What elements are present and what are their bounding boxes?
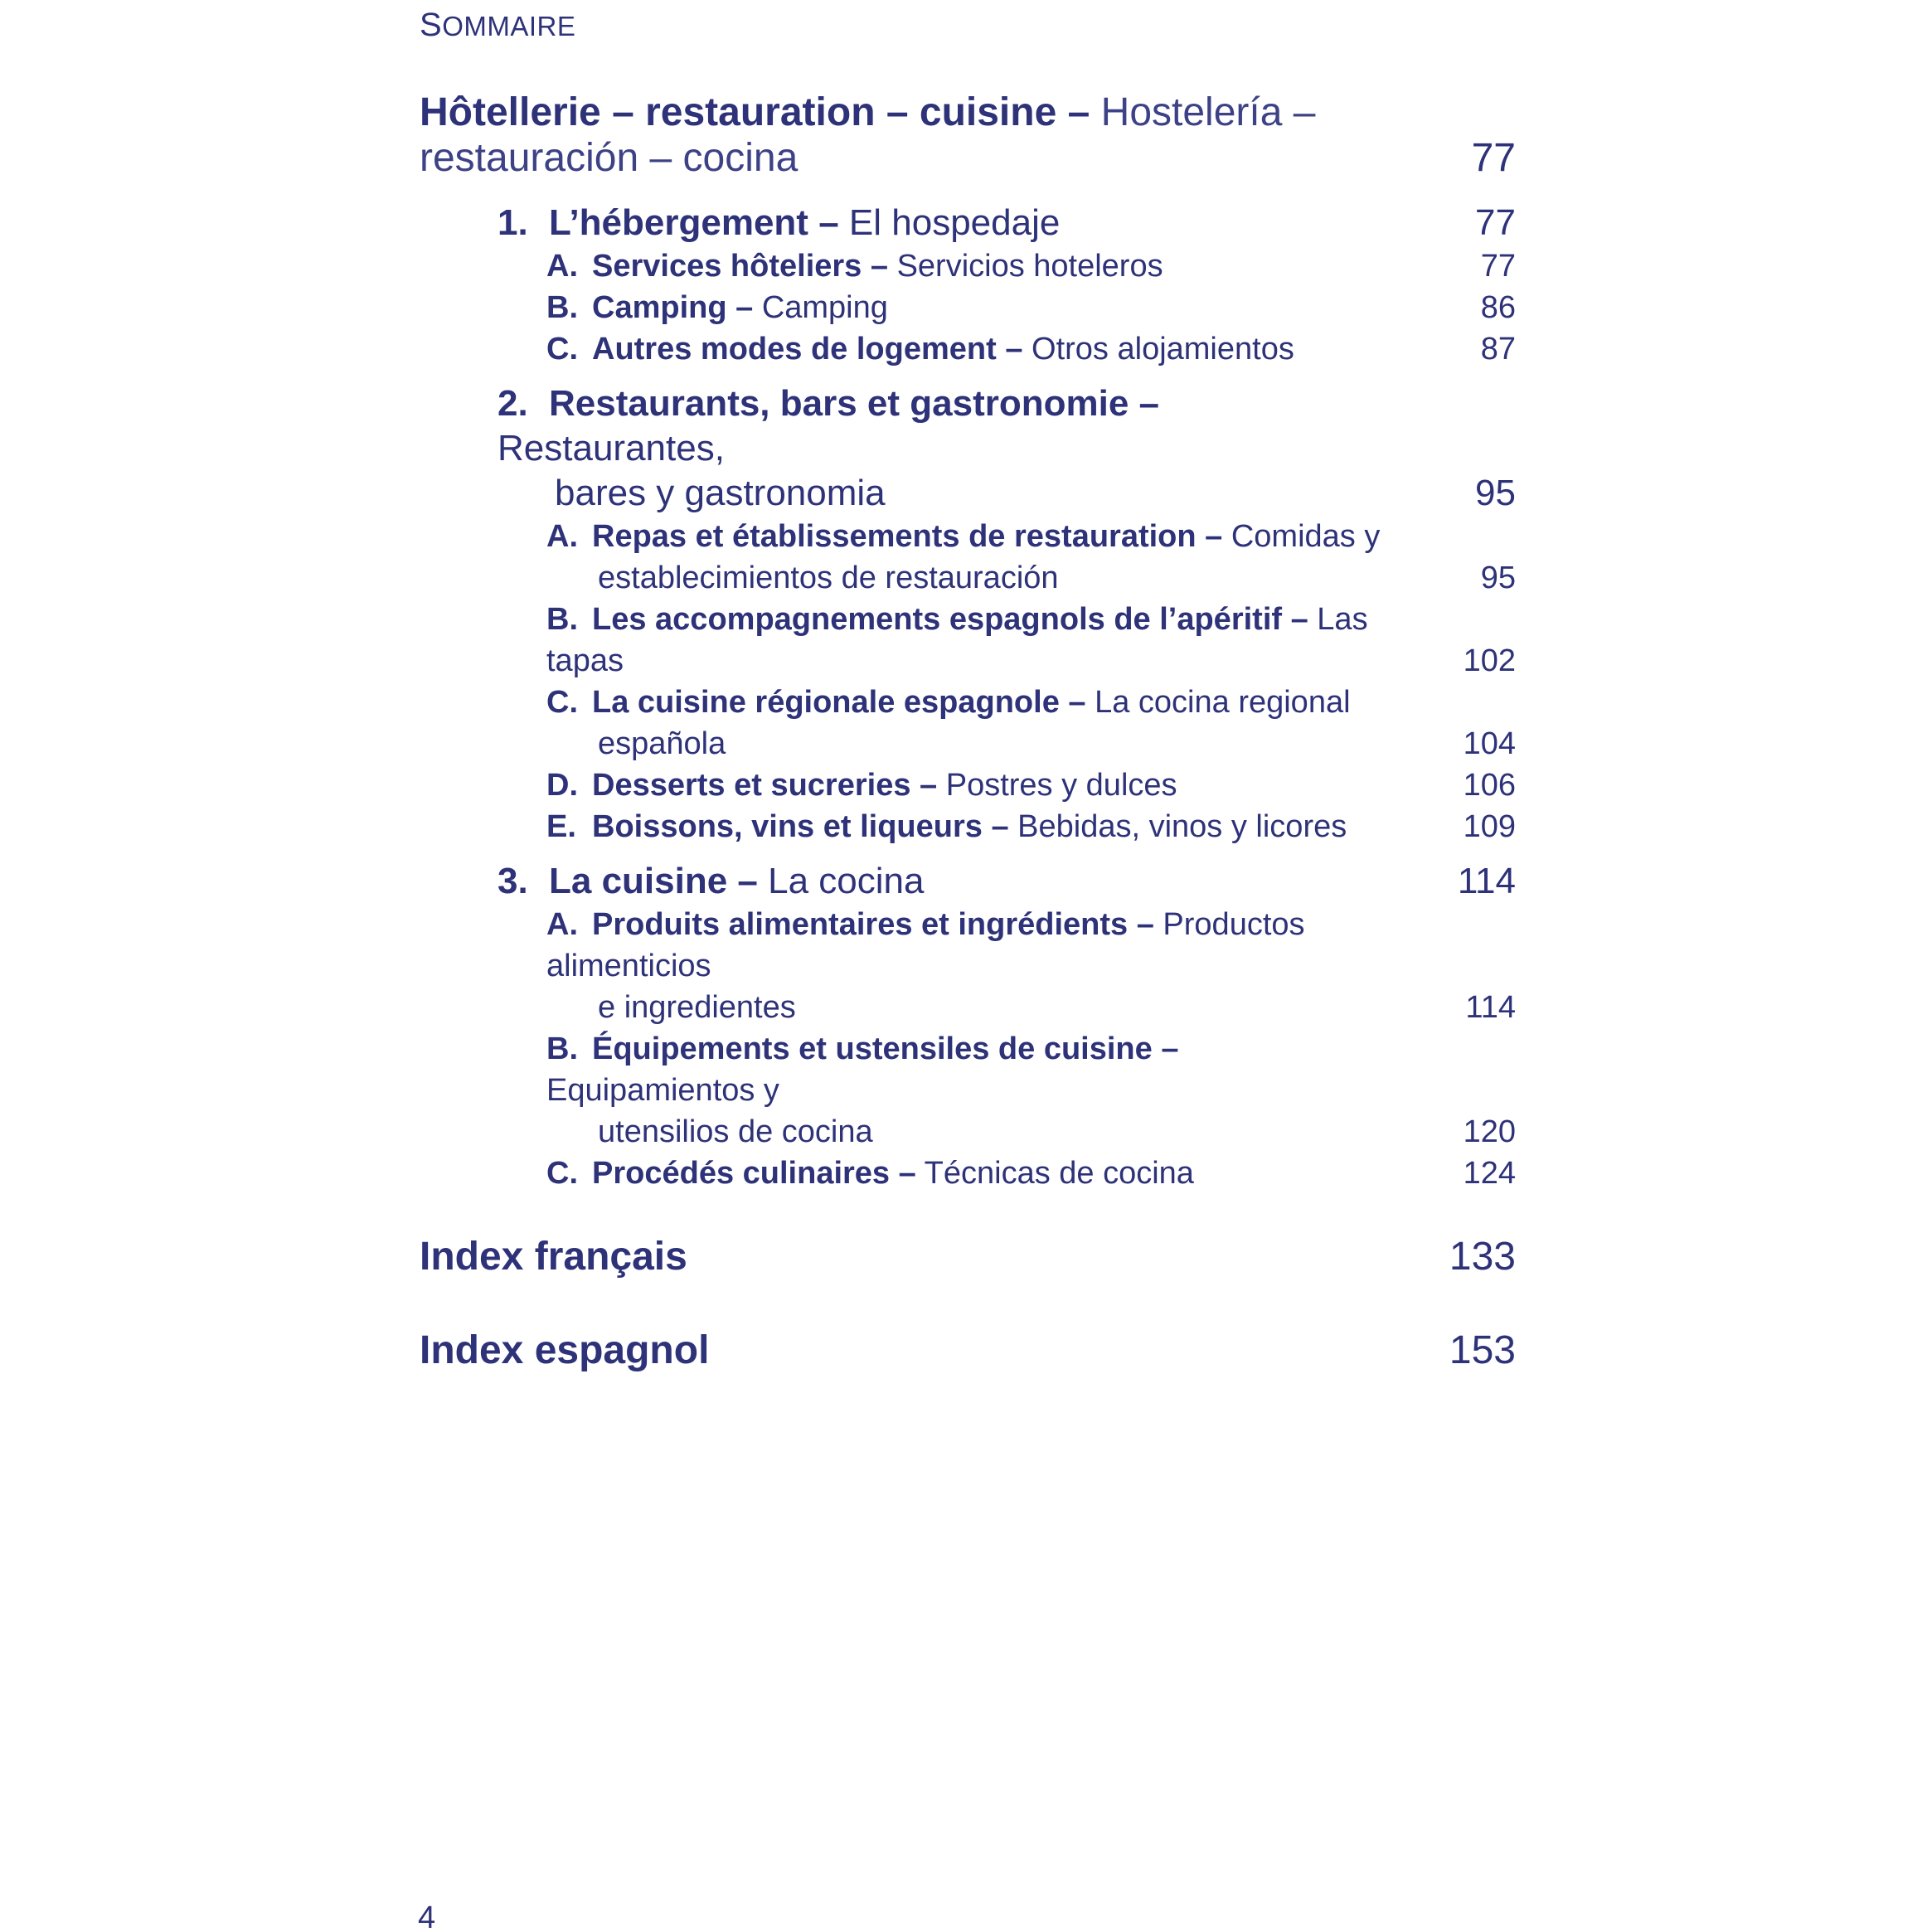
- entry-letter: A.: [546, 519, 578, 554]
- toc-entry-2d[interactable]: [420, 765, 1516, 806]
- toc-section-3[interactable]: [420, 859, 1516, 904]
- entry-page: 102: [1463, 643, 1516, 678]
- entry-page: 95: [1480, 561, 1516, 595]
- entry-title-fr: Repas et établissements de restauration –: [592, 519, 1223, 554]
- section-title-es-line2: bares y gastronomia: [555, 473, 886, 513]
- section-number: 3.: [498, 861, 528, 901]
- entry-letter: C.: [546, 1156, 578, 1191]
- entry-page: 109: [1463, 809, 1516, 844]
- entry-title-es-line2: española: [598, 726, 726, 761]
- running-head: [420, 7, 575, 44]
- toc-entry-3a[interactable]: [420, 904, 1516, 1028]
- entry-title-fr: La cuisine régionale espagnole –: [592, 685, 1086, 720]
- toc-entry-3c[interactable]: [420, 1153, 1516, 1194]
- entry-title-es-line2: utensilios de cocina: [598, 1114, 873, 1149]
- section-title-fr: L’hébergement –: [549, 202, 839, 243]
- entry-title-es: Las tapas: [546, 602, 1368, 678]
- entry-title-fr: Services hôteliers –: [592, 249, 888, 284]
- entry-title-fr: Équipements et ustensiles de cuisine –: [592, 1032, 1179, 1066]
- entry-title-es: Bebidas, vinos y licores: [1017, 809, 1347, 844]
- section-page: 77: [1475, 202, 1516, 243]
- toc-entry-1a[interactable]: [420, 245, 1516, 287]
- entry-letter: E.: [546, 809, 576, 844]
- entry-page: 114: [1465, 990, 1516, 1025]
- entry-title-es: Técnicas de cocina: [924, 1156, 1194, 1191]
- toc-entry-2c[interactable]: [420, 682, 1516, 765]
- index-spanish-page: 153: [1449, 1328, 1516, 1372]
- entry-title-es-line2: establecimientos de restauración: [598, 561, 1059, 595]
- entry-title-fr: Desserts et sucreries –: [592, 768, 938, 803]
- part-title-fr: Hôtellerie – restauration – cuisine –: [420, 90, 1090, 134]
- entry-title-es: Postres y dulces: [945, 768, 1177, 803]
- index-spanish-label: Index espagnol: [420, 1328, 710, 1372]
- entry-title-es: Otros alojamientos: [1032, 332, 1294, 366]
- entry-page: 106: [1463, 768, 1516, 803]
- entry-title-es-line1: Equipamientos y: [546, 1073, 779, 1108]
- toc-entry-1b[interactable]: [420, 287, 1516, 328]
- section-number: 1.: [498, 202, 528, 243]
- toc-index-spanish[interactable]: [420, 1328, 1516, 1373]
- entry-title-fr: Produits alimentaires et ingrédients –: [592, 907, 1154, 942]
- part-page: 77: [1471, 136, 1516, 180]
- entry-title-es: Servicios hoteleros: [896, 249, 1163, 284]
- part-title-es-line2: restauración – cocina: [420, 136, 799, 180]
- entry-title-fr: Les accompagnements espagnols de l’apéritif –: [592, 602, 1308, 637]
- entry-letter: B.: [546, 290, 578, 325]
- index-french-label: Index français: [420, 1235, 687, 1279]
- section-title-fr: Restaurants, bars et gastronomie –: [549, 383, 1160, 424]
- toc-entry-3b[interactable]: [420, 1028, 1516, 1153]
- entry-page: 104: [1463, 726, 1516, 761]
- toc-section-2[interactable]: [420, 381, 1516, 516]
- toc-entry-1c[interactable]: [420, 328, 1516, 370]
- entry-page: 77: [1480, 249, 1516, 284]
- table-of-contents: [420, 90, 1516, 1373]
- entry-page: 120: [1463, 1114, 1516, 1149]
- toc-part-entry[interactable]: [420, 90, 1516, 181]
- entry-letter: D.: [546, 768, 578, 803]
- section-title-es: La cocina: [768, 861, 925, 901]
- section-page: 114: [1457, 861, 1516, 901]
- section-number: 2.: [498, 383, 528, 424]
- entry-title-fr: Autres modes de logement –: [592, 332, 1023, 366]
- toc-index-french[interactable]: [420, 1234, 1516, 1279]
- toc-section-1[interactable]: [420, 201, 1516, 245]
- entry-title-es-line2: e ingredientes: [598, 990, 796, 1025]
- running-head-rest: OMMAIRE: [442, 11, 576, 41]
- entry-letter: B.: [546, 602, 578, 637]
- entry-title-fr: Boissons, vins et liqueurs –: [592, 809, 1009, 844]
- page-number: 4: [418, 1900, 436, 1932]
- entry-page: 86: [1480, 290, 1516, 325]
- toc-entry-2a[interactable]: [420, 516, 1516, 599]
- toc-entry-2e[interactable]: [420, 806, 1516, 847]
- entry-title-fr: Procédés culinaires –: [592, 1156, 916, 1191]
- section-page: 95: [1475, 473, 1516, 513]
- section-title-es-line1: Restaurantes,: [498, 428, 725, 468]
- entry-letter: B.: [546, 1032, 578, 1066]
- index-french-page: 133: [1449, 1235, 1516, 1279]
- entry-title-fr: Camping –: [592, 290, 754, 325]
- part-title-es-line1: Hostelería –: [1100, 90, 1316, 134]
- entry-page: 87: [1480, 332, 1516, 366]
- toc-entry-2b[interactable]: [420, 599, 1516, 682]
- section-title-es: El hospedaje: [848, 202, 1061, 243]
- entry-title-es: Camping: [761, 290, 888, 325]
- section-title-fr: La cuisine –: [549, 861, 758, 901]
- entry-letter: A.: [546, 907, 578, 942]
- entry-title-es-line1: La cocina regional: [1095, 685, 1351, 720]
- entry-title-es-line1: Productos alimenticios: [546, 907, 1305, 983]
- entry-letter: A.: [546, 249, 578, 284]
- entry-page: 124: [1463, 1156, 1516, 1191]
- running-head-initial: S: [420, 7, 443, 43]
- entry-letter: C.: [546, 685, 578, 720]
- entry-letter: C.: [546, 332, 578, 366]
- entry-title-es-line1: Comidas y: [1231, 519, 1381, 554]
